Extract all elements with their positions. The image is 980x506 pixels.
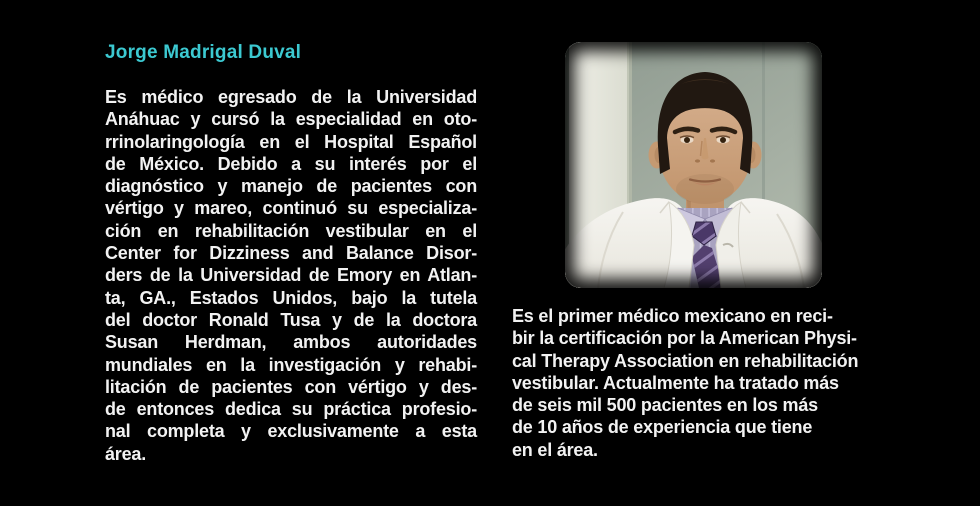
doctor-portrait-illustration: [565, 42, 822, 288]
bio-text-line: de seis mil 500 pacientes en los más: [512, 395, 818, 416]
doctor-name-heading: Jorge Madrigal Duval: [105, 42, 302, 63]
bio-text-line: en el área.: [512, 439, 598, 460]
bio-text-line: Es médico egresado de la Universidad: [105, 87, 477, 107]
bio-text-line: rrinolaringología en el Hospital Español: [105, 131, 477, 152]
bio-text-line: Center for Dizziness and Balance Disor-: [105, 243, 477, 264]
bio-text-line: ders de la Universidad de Emory en Atlan-: [105, 265, 477, 286]
bio-text-line: nal completa y exclusivamente a esta: [105, 421, 477, 442]
bio-text-line: área.: [105, 443, 147, 464]
bio-text-line: de México. Debido a su interés por el: [105, 153, 477, 174]
bio-text-line: litación de pacientes con vértigo y des-: [105, 376, 477, 397]
bio-paragraph-right: [512, 305, 894, 461]
bio-text-line: mundiales en la investigación y rehabi-: [105, 354, 477, 375]
bio-text-line: de 10 años de experiencia que tiene: [512, 417, 813, 438]
bio-text-line: de entonces dedica su práctica profesio-: [105, 399, 477, 420]
bio-text-line: Susan Herdman, ambos autoridades: [105, 332, 477, 353]
bio-text-line: del doctor Ronald Tusa y de la doctora: [105, 309, 477, 330]
bio-text-line: ta, GA., Estados Unidos, bajo la tutela: [105, 287, 477, 308]
bio-text-line: ción en rehabilitación vestibular en el: [105, 220, 477, 241]
doctor-portrait-photo: [565, 42, 822, 288]
bio-text-line: vértigo y mareo, continuó su especializa-: [105, 198, 477, 219]
bio-text-line: diagnóstico y manejo de pacientes con: [105, 176, 477, 197]
bio-text-line: bir la certificación por la American Physi-: [512, 328, 857, 349]
bio-text-line: vestibular. Actualmente ha tratado más: [512, 372, 839, 393]
bio-text-line: Es el primer médico mexicano en reci-: [512, 306, 833, 326]
bio-text-line: cal Therapy Association en rehabilitación: [512, 350, 859, 371]
bio-paragraph-left: [105, 86, 477, 465]
bio-text-line: Anáhuac y cursó la especialidad en oto-: [105, 109, 477, 130]
